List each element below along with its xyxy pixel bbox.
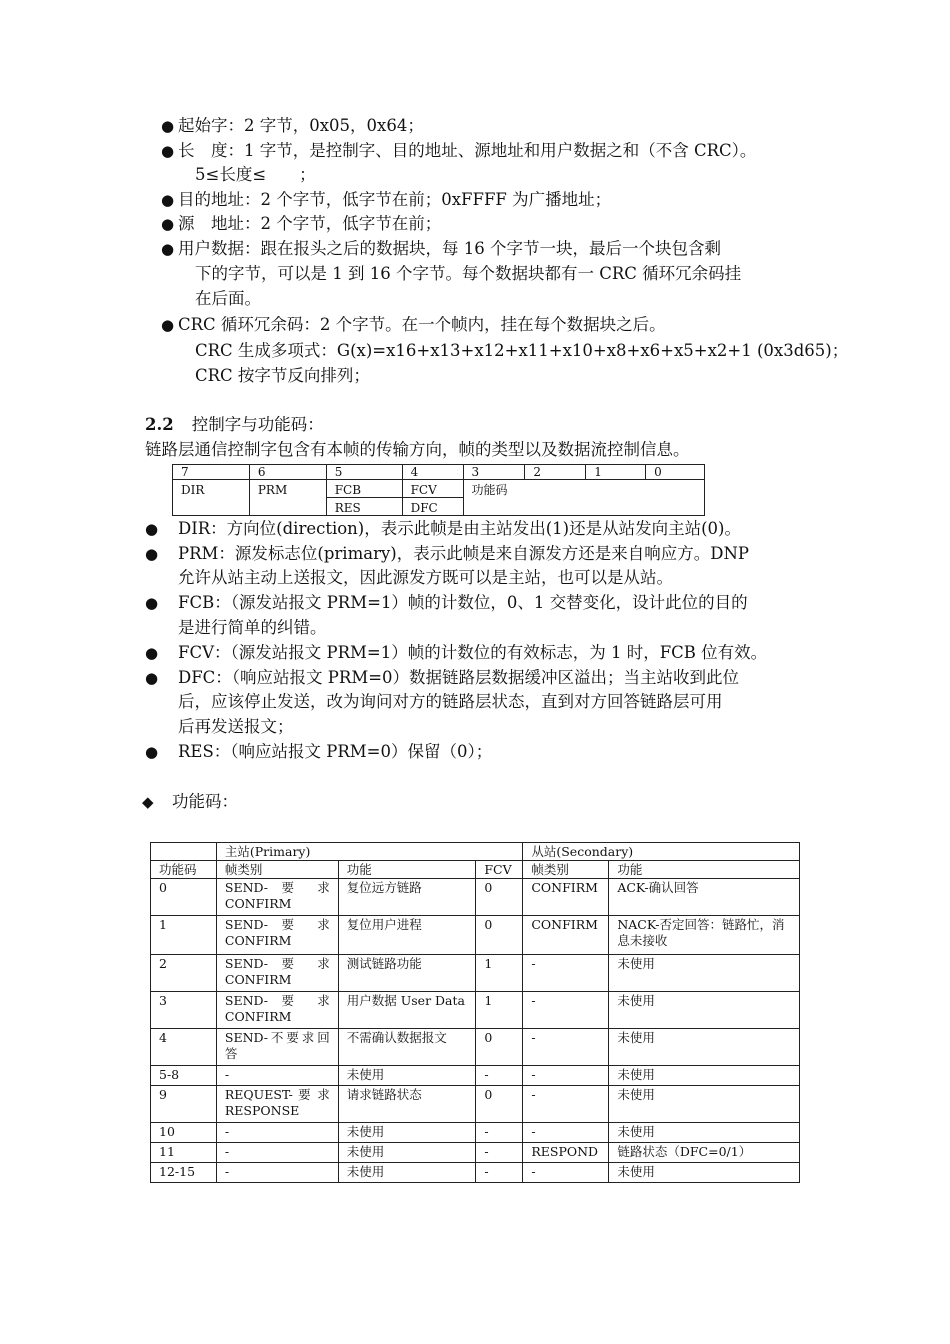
cell-fcv: 0 xyxy=(476,879,523,916)
cell-fcv: - xyxy=(476,1163,523,1183)
control-bullet-prm-2: 允许从站主动上送报文，因此源发方既可以是主站，也可以是从站。 xyxy=(178,568,673,587)
bullet-dot: ● xyxy=(161,117,175,135)
table-row xyxy=(151,1086,800,1123)
cell-code: 1 xyxy=(151,916,217,955)
frame-bullet-userdata-2: 下的字节，可以是 1 到 16 个字节。每个数据块都有一 CRC 循环冗余码挂 xyxy=(195,264,742,283)
table-row xyxy=(151,1143,800,1163)
function-code-table xyxy=(150,842,800,1183)
field-function-code: 功能码 xyxy=(463,480,705,516)
bullet-dot: ● xyxy=(145,520,159,538)
bit-number-row xyxy=(173,465,705,480)
bullet-dot: ● xyxy=(161,142,175,160)
cell-primary-frame: SEND- 要 求 CONFIRM xyxy=(216,992,338,1029)
column-header-row xyxy=(151,861,800,879)
intro-text: 链路层通信控制字包含有本帧的传输方向，帧的类型以及数据流控制信息。 xyxy=(145,440,690,459)
cell-primary-function: 测试链路功能 xyxy=(338,955,476,992)
field-dir: DIR xyxy=(173,480,250,516)
col-header-fcv: FCV xyxy=(476,861,523,879)
bit-0: 0 xyxy=(646,465,705,480)
cell-primary-function: 用户数据 User Data xyxy=(338,992,476,1029)
bullet-dot: ● xyxy=(145,743,159,761)
cell-secondary-function: 未使用 xyxy=(609,1163,800,1183)
frame-bullet-length-range: 5≤长度≤ ； xyxy=(195,165,316,184)
control-bullet-prm: PRM：源发标志位(primary)，表示此帧是来自源发方还是来自响应方。DNP xyxy=(178,544,749,563)
cell-secondary-frame: - xyxy=(523,1123,609,1143)
bullet-dot: ● xyxy=(145,545,159,563)
cell-primary-frame: - xyxy=(216,1163,338,1183)
section-heading xyxy=(145,413,324,437)
control-bullet-fcv: FCV：（源发站报文 PRM=1）帧的计数位的有效标志，为 1 时，FCB 位有效。 xyxy=(178,643,768,662)
cell-primary-frame: SEND-不要求回答 xyxy=(216,1029,338,1066)
table-row xyxy=(151,955,800,992)
cell-code: 5-8 xyxy=(151,1066,217,1086)
bit-5: 5 xyxy=(326,465,402,480)
control-bullet-res: RES：（响应站报文 PRM=0）保留（0）； xyxy=(178,742,493,761)
col-header-secondary-function: 功能 xyxy=(609,861,800,879)
col-header-primary-frame: 帧类别 xyxy=(216,861,338,879)
frame-bullet-crc-order: CRC 按字节反向排列； xyxy=(195,366,370,385)
cell-primary-function: 未使用 xyxy=(338,1066,476,1086)
cell-primary-frame: - xyxy=(216,1066,338,1086)
cell-secondary-frame: CONFIRM xyxy=(523,879,609,916)
bullet-dot: ● xyxy=(161,240,175,258)
cell-secondary-function: NACK-否定回答：链路忙，消息未接收 xyxy=(609,916,800,955)
frame-bullet-length: 长 度：1 字节，是控制字、目的地址、源地址和用户数据之和（不含 CRC）。 xyxy=(178,141,757,160)
col-header-primary-function: 功能 xyxy=(338,861,476,879)
cell-secondary-function: 未使用 xyxy=(609,1066,800,1086)
cell-secondary-frame: - xyxy=(523,992,609,1029)
cell-primary-frame: REQUEST- 要 求 RESPONSE xyxy=(216,1086,338,1123)
cell-primary-function: 未使用 xyxy=(338,1123,476,1143)
field-dfc: DFC xyxy=(402,498,463,516)
cell-secondary-function: 未使用 xyxy=(609,955,800,992)
cell-primary-function: 不需确认数据报文 xyxy=(338,1029,476,1066)
frame-bullet-userdata-3: 在后面。 xyxy=(195,289,261,308)
cell-secondary-frame: CONFIRM xyxy=(523,916,609,955)
control-bullet-fcb-2: 是进行简单的纠错。 xyxy=(178,618,327,637)
table-row xyxy=(151,879,800,916)
table-row xyxy=(151,916,800,955)
cell-primary-frame: - xyxy=(216,1123,338,1143)
cell-primary-frame: SEND- 要 求 CONFIRM xyxy=(216,879,338,916)
cell-code: 12-15 xyxy=(151,1163,217,1183)
cell-code: 3 xyxy=(151,992,217,1029)
group-header-blank xyxy=(151,843,217,861)
cell-secondary-function: 未使用 xyxy=(609,1029,800,1066)
group-header-primary: 主站(Primary) xyxy=(216,843,522,861)
field-row xyxy=(173,480,705,498)
cell-code: 0 xyxy=(151,879,217,916)
field-fcv: FCV xyxy=(402,480,463,498)
cell-fcv: 0 xyxy=(476,1086,523,1123)
cell-primary-function: 请求链路状态 xyxy=(338,1086,476,1123)
bit-6: 6 xyxy=(249,465,326,480)
field-res: RES xyxy=(326,498,402,516)
cell-secondary-function: ACK-确认回答 xyxy=(609,879,800,916)
bit-4: 4 xyxy=(402,465,463,480)
col-header-code: 功能码 xyxy=(151,861,217,879)
bullet-dot: ● xyxy=(145,594,159,612)
section-number: 2.2 xyxy=(145,415,174,434)
cell-fcv: - xyxy=(476,1066,523,1086)
bullet-dot: ● xyxy=(161,191,175,209)
cell-primary-function: 复位远方链路 xyxy=(338,879,476,916)
function-code-table-body xyxy=(151,879,800,1183)
bit-3: 3 xyxy=(463,465,525,480)
control-bullet-dfc: DFC：（响应站报文 PRM=0）数据链路层数据缓冲区溢出；当主站收到此位 xyxy=(178,668,740,687)
control-bullet-dfc-2: 后，应该停止发送，改为询问对方的链路层状态，直到对方回答链路层可用 xyxy=(178,692,723,711)
cell-fcv: 0 xyxy=(476,1029,523,1066)
cell-code: 10 xyxy=(151,1123,217,1143)
group-header-row xyxy=(151,843,800,861)
cell-secondary-function: 未使用 xyxy=(609,992,800,1029)
bit-1: 1 xyxy=(586,465,646,480)
table-row xyxy=(151,992,800,1029)
field-prm: PRM xyxy=(249,480,326,516)
bit-2: 2 xyxy=(525,465,586,480)
diamond-bullet-icon: ◆ xyxy=(142,793,154,811)
cell-fcv: 1 xyxy=(476,992,523,1029)
control-bullet-dir: DIR：方向位(direction)，表示此帧是由主站发出(1)还是从站发向主站(0)。 xyxy=(178,519,741,538)
cell-code: 4 xyxy=(151,1029,217,1066)
section-title: 控制字与功能码： xyxy=(191,415,324,434)
field-fcb: FCB xyxy=(326,480,402,498)
bullet-dot: ● xyxy=(145,669,159,687)
cell-secondary-function: 链路状态（DFC=0/1） xyxy=(609,1143,800,1163)
frame-bullet-start: 起始字：2 字节，0x05，0x64； xyxy=(178,116,424,135)
control-word-table xyxy=(172,464,705,516)
bullet-dot: ● xyxy=(161,215,175,233)
cell-secondary-function: 未使用 xyxy=(609,1086,800,1123)
cell-primary-frame: SEND- 要 求 CONFIRM xyxy=(216,955,338,992)
cell-secondary-frame: - xyxy=(523,1086,609,1123)
table-row xyxy=(151,1163,800,1183)
frame-bullet-src: 源 地址：2 个字节，低字节在前； xyxy=(178,214,442,233)
table-row xyxy=(151,1066,800,1086)
cell-fcv: - xyxy=(476,1143,523,1163)
table-row xyxy=(151,1123,800,1143)
bullet-dot: ● xyxy=(161,316,175,334)
bit-7: 7 xyxy=(173,465,250,480)
cell-code: 2 xyxy=(151,955,217,992)
function-code-heading: 功能码： xyxy=(172,792,238,811)
cell-secondary-frame: - xyxy=(523,1163,609,1183)
table-row xyxy=(151,1029,800,1066)
cell-secondary-frame: - xyxy=(523,955,609,992)
cell-secondary-function: 未使用 xyxy=(609,1123,800,1143)
cell-code: 11 xyxy=(151,1143,217,1163)
cell-primary-frame: - xyxy=(216,1143,338,1163)
cell-fcv: 1 xyxy=(476,955,523,992)
cell-primary-function: 未使用 xyxy=(338,1143,476,1163)
cell-primary-frame: SEND- 要 求 CONFIRM xyxy=(216,916,338,955)
frame-bullet-crc-poly: CRC 生成多项式：G(x)=x16+x13+x12+x11+x10+x8+x6+x5+x2+1 (0x3d65)； xyxy=(195,341,849,360)
cell-code: 9 xyxy=(151,1086,217,1123)
col-header-secondary-frame: 帧类别 xyxy=(523,861,609,879)
control-bullet-fcb: FCB：（源发站报文 PRM=1）帧的计数位，0、1 交替变化，设计此位的目的 xyxy=(178,593,748,612)
frame-bullet-crc: CRC 循环冗余码：2 个字节。在一个帧内，挂在每个数据块之后。 xyxy=(178,315,666,334)
cell-primary-function: 未使用 xyxy=(338,1163,476,1183)
bullet-dot: ● xyxy=(145,644,159,662)
frame-bullet-userdata: 用户数据：跟在报头之后的数据块，每 16 个字节一块，最后一个块包含剩 xyxy=(178,239,721,258)
cell-fcv: 0 xyxy=(476,916,523,955)
cell-fcv: - xyxy=(476,1123,523,1143)
group-header-secondary: 从站(Secondary) xyxy=(523,843,800,861)
control-bullet-dfc-3: 后再发送报文； xyxy=(178,717,294,736)
frame-bullet-dest: 目的地址：2 个字节，低字节在前；0xFFFF 为广播地址； xyxy=(178,190,612,209)
cell-secondary-frame: - xyxy=(523,1029,609,1066)
cell-secondary-frame: - xyxy=(523,1066,609,1086)
cell-primary-function: 复位用户进程 xyxy=(338,916,476,955)
cell-secondary-frame: RESPOND xyxy=(523,1143,609,1163)
